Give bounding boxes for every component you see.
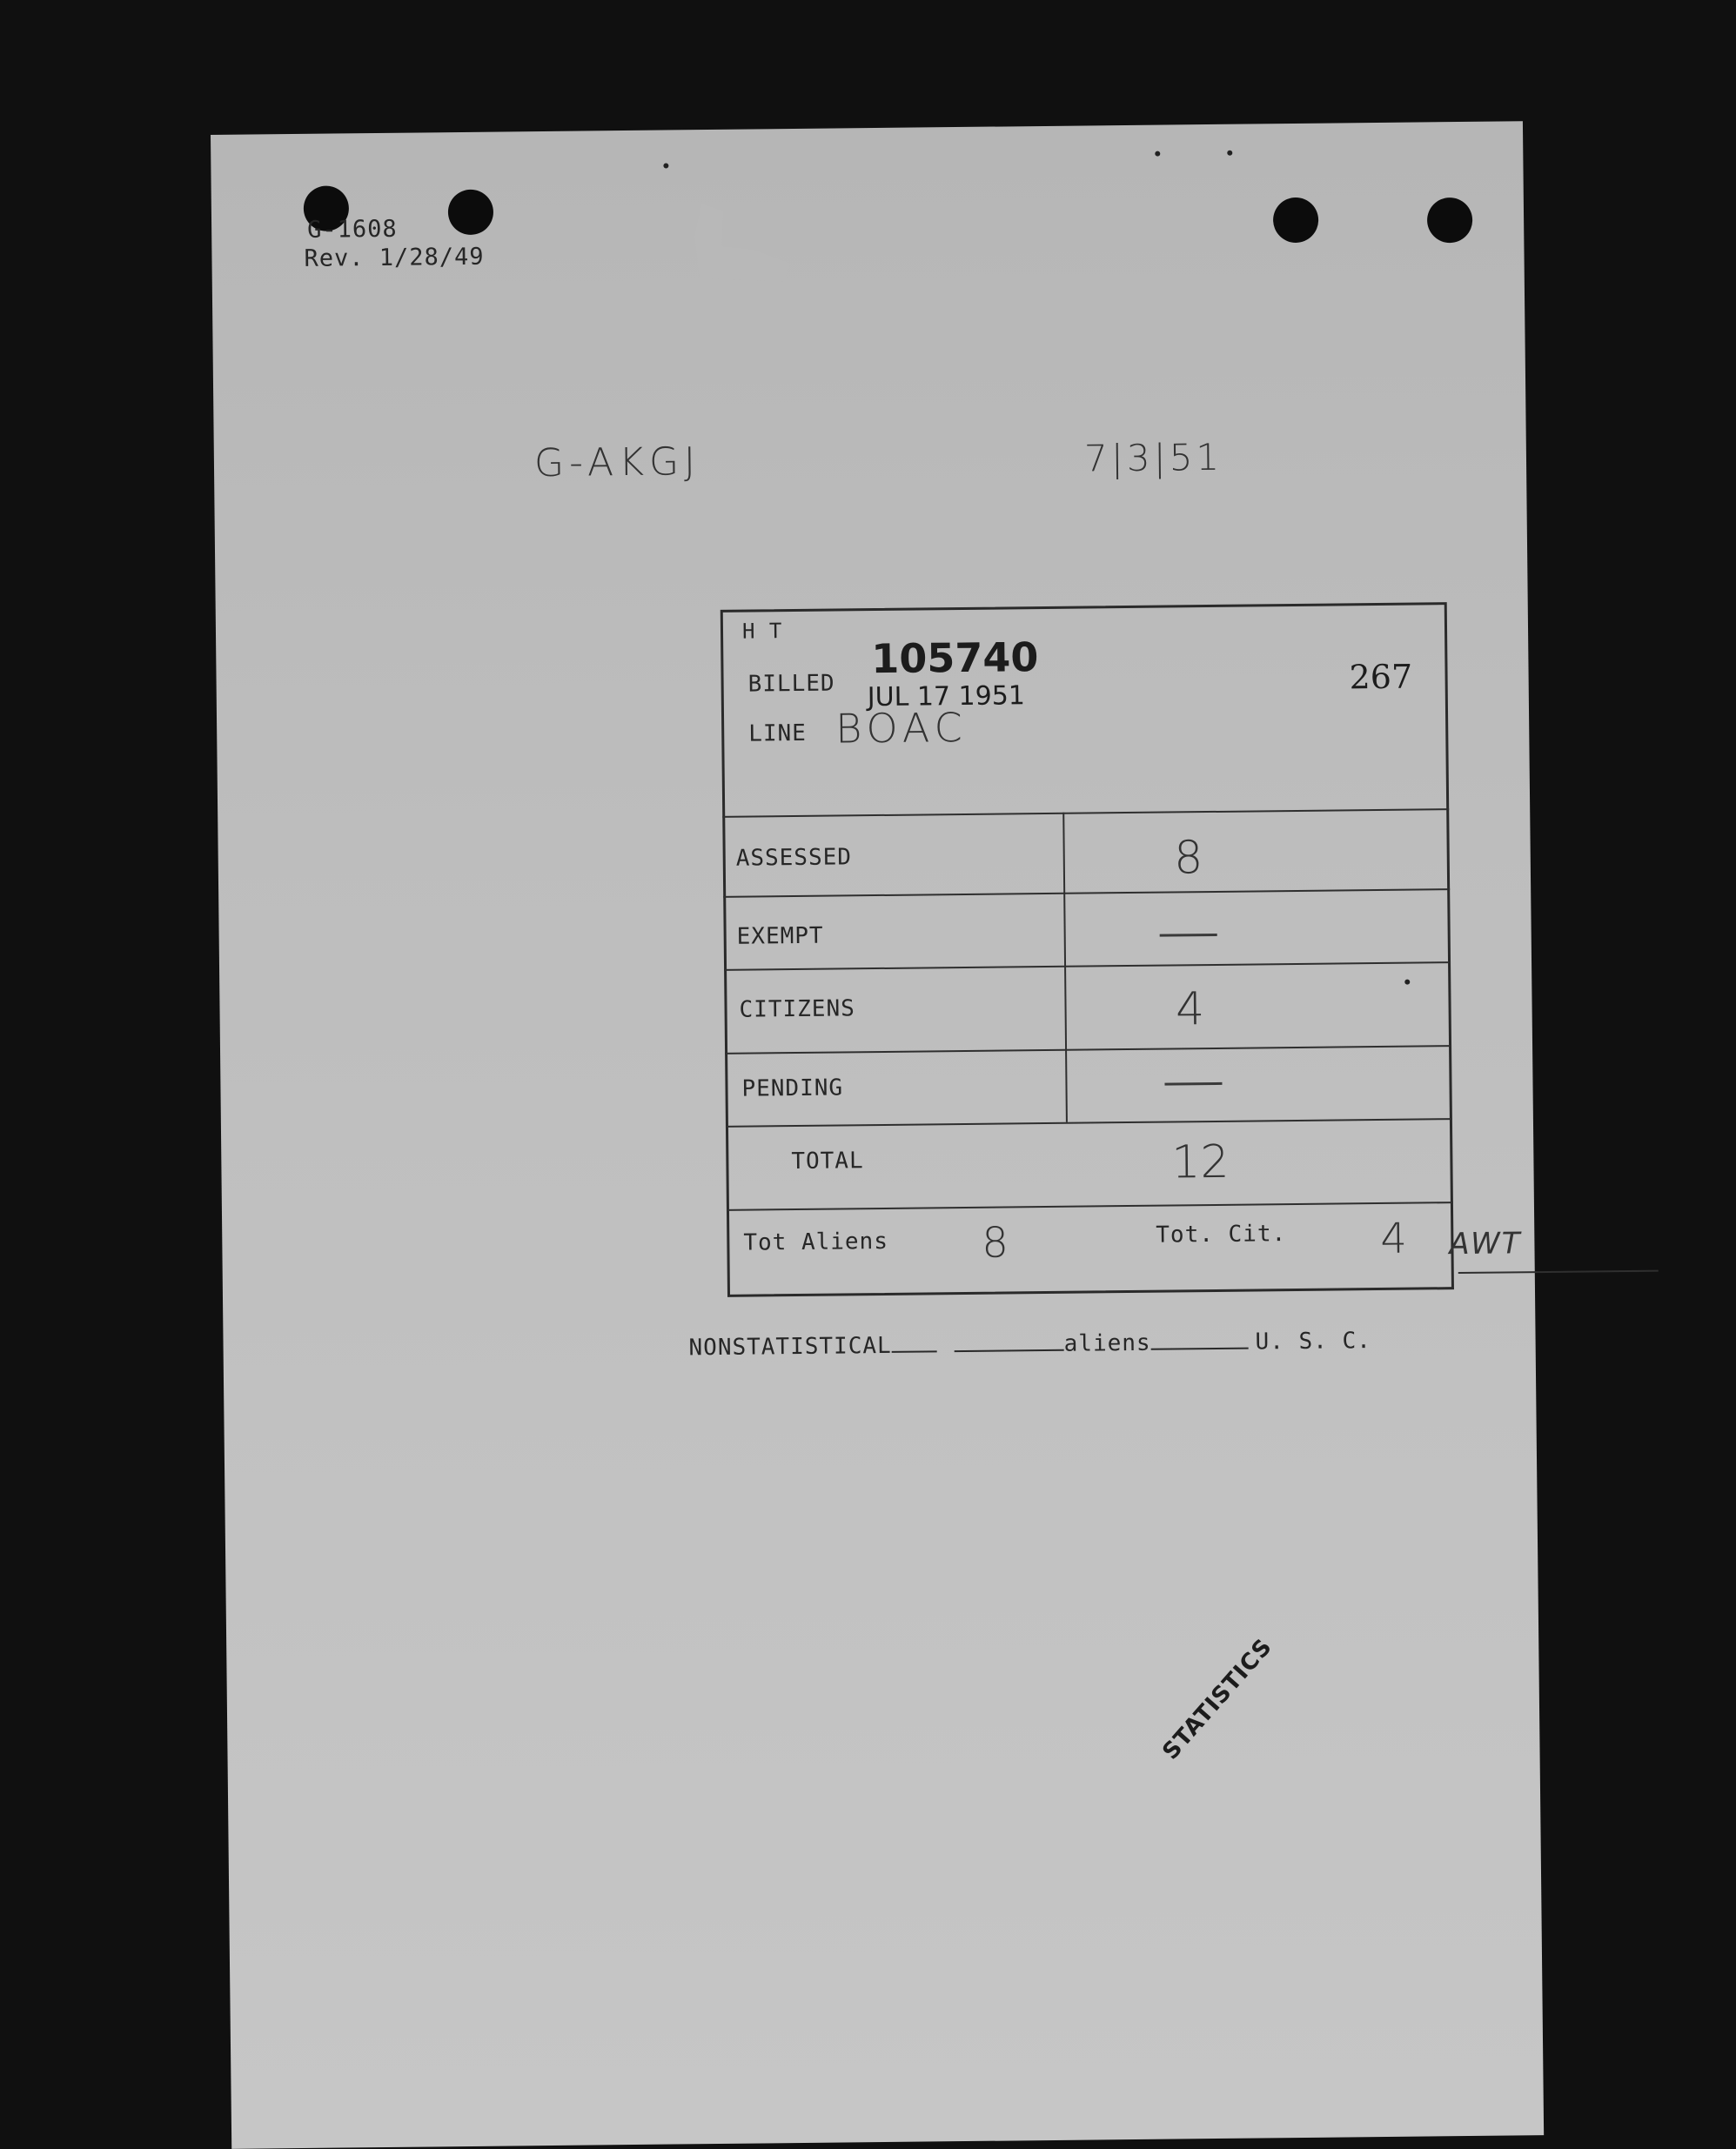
tot-aliens-label: Tot Aliens: [743, 1228, 889, 1256]
ht-label: H T: [741, 619, 783, 644]
manifest-form-table: [721, 602, 1454, 1297]
table-divider-2: [724, 961, 1451, 971]
row-value-total: 12: [1171, 1135, 1230, 1189]
punch-hole-3: [1273, 197, 1319, 244]
paper-speck: [663, 163, 668, 168]
usc-label: U. S. C.: [1255, 1328, 1371, 1356]
aliens-label: aliens: [1063, 1329, 1151, 1357]
line-label: LINE: [748, 720, 808, 747]
paper-speck: [1155, 151, 1160, 157]
punch-hole-2: [448, 190, 494, 236]
table-divider-3: [725, 1045, 1451, 1054]
billed-number: 105740: [871, 633, 1039, 683]
row-value-pending-dash: [1164, 1082, 1222, 1086]
page-number: 267: [1349, 657, 1413, 697]
signature-line: [1458, 1270, 1659, 1274]
nonstatistical-label: NONSTATISTICAL: [688, 1332, 892, 1362]
nonstatistical-line: [601, 1302, 1371, 1388]
tot-citizens-value: 4: [1380, 1214, 1408, 1263]
nonstatistical-blank-3: [1151, 1348, 1249, 1350]
row-label-pending: PENDING: [741, 1074, 844, 1102]
tot-aliens-value: 8: [982, 1218, 1009, 1268]
aircraft-registration: G-AKGJ: [533, 439, 701, 486]
nonstatistical-blank-2: [955, 1349, 1064, 1352]
punch-hole-4: [1427, 197, 1473, 244]
table-divider-top: [722, 808, 1449, 818]
row-label-assessed: ASSESSED: [735, 844, 853, 872]
torn-corner: [694, 203, 791, 282]
paper-speck: [1227, 151, 1232, 156]
row-label-total: TOTAL: [791, 1148, 864, 1175]
initials-signature: AWT: [1449, 1226, 1522, 1262]
table-divider-4: [726, 1118, 1452, 1128]
tot-citizens-label: Tot. Cit.: [1156, 1221, 1287, 1249]
table-divider-1: [723, 888, 1450, 898]
form-paper: [211, 121, 1544, 2149]
billed-label: BILLED: [747, 670, 835, 698]
table-divider-5: [727, 1202, 1453, 1211]
row-value-assessed: 8: [1173, 832, 1203, 885]
form-revision: Rev. 1/28/49: [304, 243, 485, 272]
statistics-stamp: STATISTICS: [1157, 1633, 1278, 1765]
flight-date: 7|3|51: [1083, 435, 1223, 480]
form-number: G-1608: [306, 215, 398, 244]
row-label-citizens: CITIZENS: [739, 995, 855, 1023]
line-value: BOAC: [834, 703, 968, 753]
row-value-citizens: 4: [1175, 983, 1205, 1036]
billed-date: JUL 17 1951: [867, 680, 1026, 713]
row-label-exempt: EXEMPT: [736, 922, 824, 950]
nonstatistical-blank-1: [892, 1350, 937, 1353]
row-value-exempt-dash: [1160, 934, 1217, 937]
